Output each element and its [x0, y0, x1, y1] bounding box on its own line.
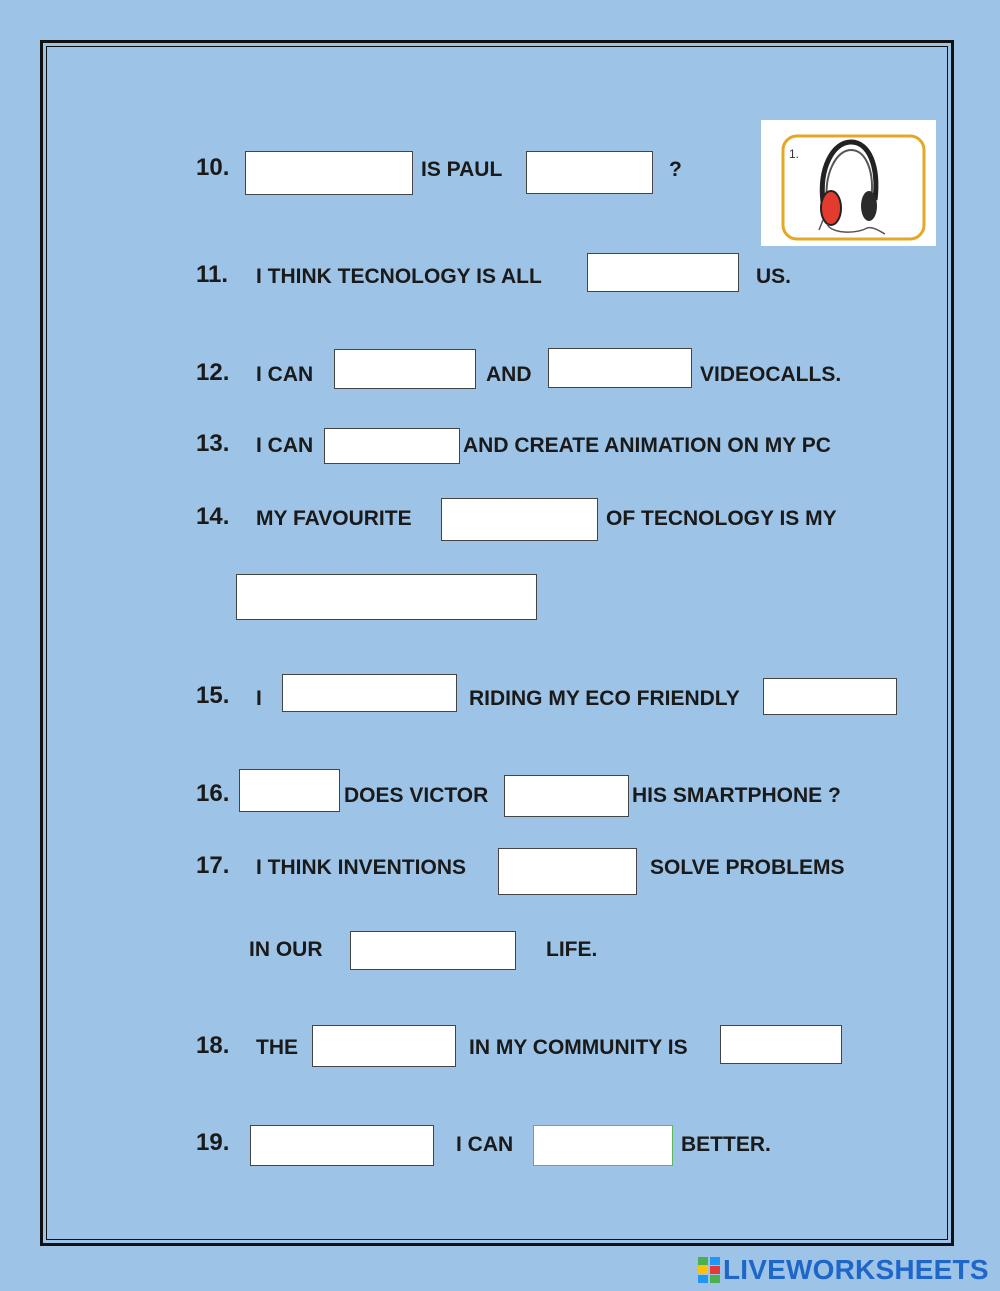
- brand-name: LIVEWORKSHEETS: [723, 1254, 989, 1285]
- question-10-text-1: IS PAUL: [421, 158, 503, 181]
- liveworksheets-mark-icon: [698, 1257, 720, 1283]
- question-16-text-2: HIS SMARTPHONE ?: [632, 784, 841, 807]
- answer-box-18b[interactable]: [720, 1025, 842, 1064]
- question-number-11: 11.: [196, 261, 229, 288]
- answer-box-14b[interactable]: [236, 574, 537, 620]
- question-11-text-2: US.: [756, 265, 792, 288]
- answer-box-19a[interactable]: [250, 1125, 434, 1166]
- answer-box-10b[interactable]: [526, 151, 653, 194]
- question-19-text-1: I CAN: [456, 1133, 514, 1156]
- question-number-12: 12.: [196, 359, 230, 386]
- answer-box-18a[interactable]: [312, 1025, 456, 1067]
- answer-box-11[interactable]: [587, 253, 739, 292]
- question-15-text-2: RIDING MY ECO FRIENDLY: [469, 687, 740, 710]
- question-number-19: 19.: [196, 1129, 230, 1156]
- liveworksheets-logo: [698, 1255, 989, 1285]
- headphones-picture: [761, 120, 936, 246]
- question-12-text-1: I CAN: [256, 363, 314, 386]
- question-13-text-2: AND CREATE ANIMATION ON MY PC: [463, 434, 831, 457]
- answer-box-15a[interactable]: [282, 674, 457, 712]
- question-number-14: 14.: [196, 503, 230, 530]
- answer-box-12a[interactable]: [334, 349, 476, 389]
- question-12-text-3: VIDEOCALLS.: [700, 363, 842, 386]
- question-10-text-2: ?: [669, 158, 682, 181]
- question-number-10: 10.: [196, 154, 230, 181]
- answer-box-19b[interactable]: [533, 1125, 673, 1166]
- answer-box-10a[interactable]: [245, 151, 413, 195]
- answer-box-14a[interactable]: [441, 498, 598, 541]
- question-19-text-2: BETTER.: [681, 1133, 771, 1156]
- question-12-text-2: AND: [486, 363, 532, 386]
- question-14-text-1: MY FAVOURITE: [256, 507, 412, 530]
- question-18-text-1: THE: [256, 1036, 298, 1059]
- answer-box-17a[interactable]: [498, 848, 637, 895]
- question-14-text-2: OF TECNOLOGY IS MY: [606, 507, 837, 530]
- answer-box-13[interactable]: [324, 428, 460, 464]
- question-18-text-2: IN MY COMMUNITY IS: [469, 1036, 688, 1059]
- question-number-18: 18.: [196, 1032, 230, 1059]
- question-17-text-2: SOLVE PROBLEMS: [650, 856, 845, 879]
- answer-box-16a[interactable]: [239, 769, 340, 812]
- question-11-text-1: I THINK TECNOLOGY IS ALL: [256, 265, 542, 288]
- headphones-icon: [761, 120, 936, 246]
- question-17-text-1: I THINK INVENTIONS: [256, 856, 467, 879]
- answer-box-15b[interactable]: [763, 678, 897, 715]
- question-number-16: 16.: [196, 780, 230, 807]
- answer-box-17b[interactable]: [350, 931, 516, 970]
- answer-box-16b[interactable]: [504, 775, 629, 817]
- question-17-text-3: IN OUR: [249, 938, 323, 961]
- picture-number: 1.: [789, 147, 800, 161]
- question-16-text-1: DOES VICTOR: [344, 784, 489, 807]
- question-number-17: 17.: [196, 852, 230, 879]
- question-15-text-1: I: [256, 687, 262, 710]
- question-17-text-4: LIFE.: [546, 938, 598, 961]
- question-number-13: 13.: [196, 430, 230, 457]
- answer-box-12b[interactable]: [548, 348, 692, 388]
- question-13-text-1: I CAN: [256, 434, 314, 457]
- question-number-15: 15.: [196, 682, 230, 709]
